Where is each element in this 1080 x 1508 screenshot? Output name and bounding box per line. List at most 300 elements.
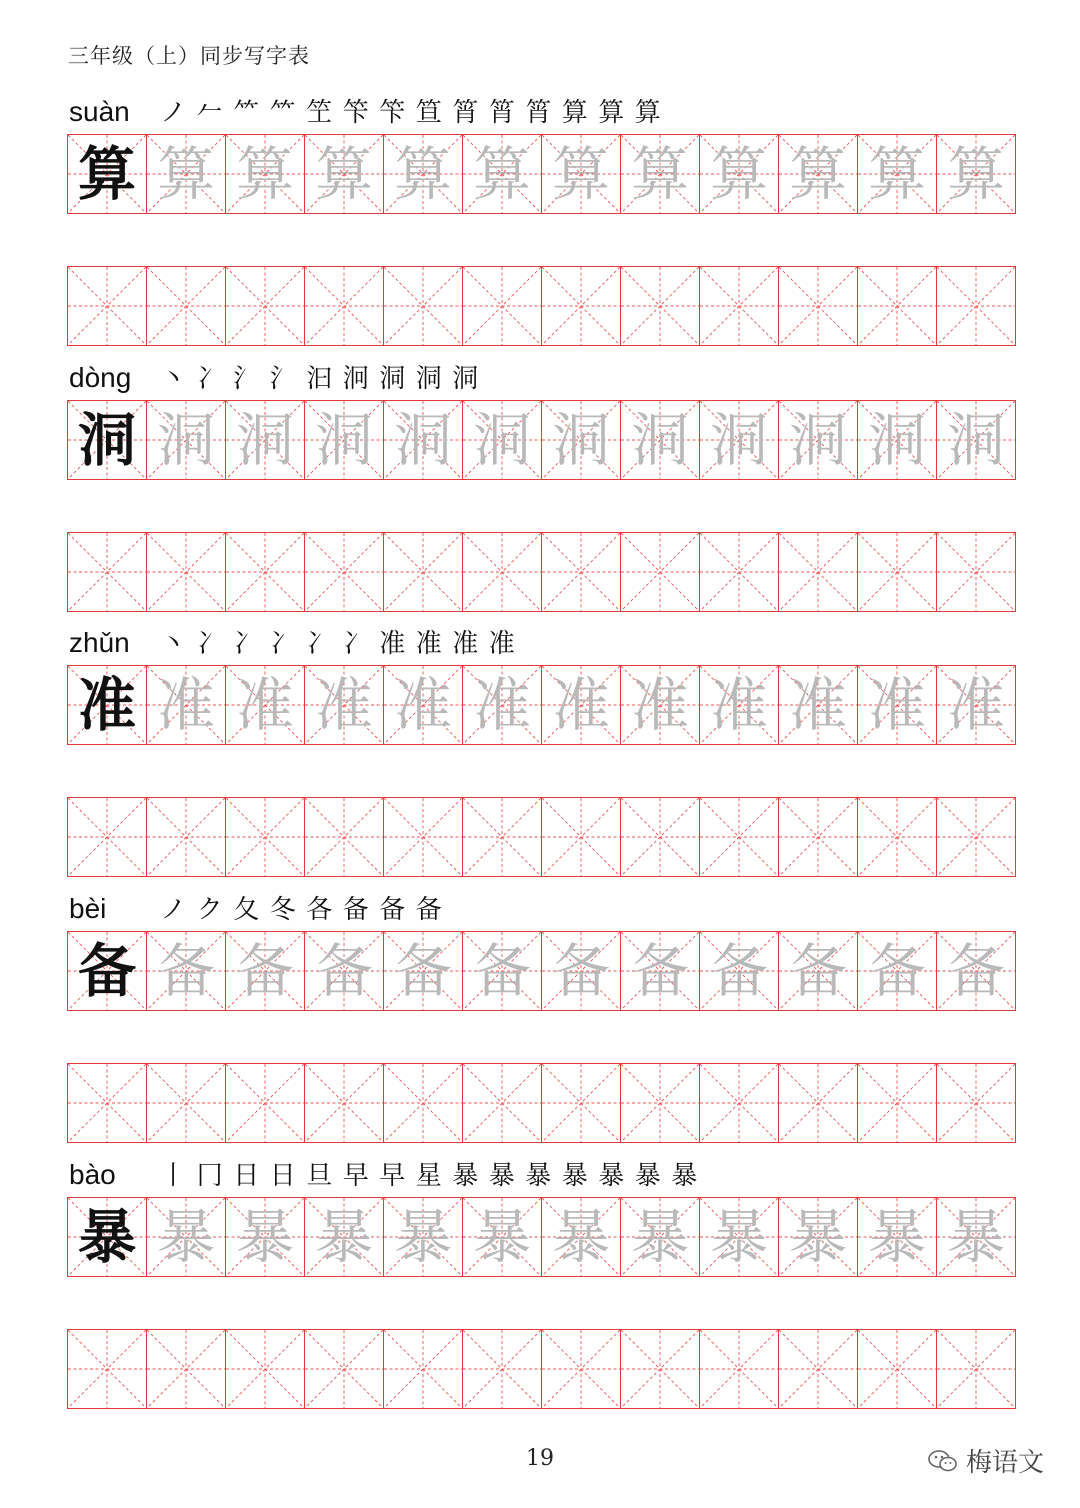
trace-character: 算 [709, 140, 768, 208]
trace-character: 洞 [709, 406, 768, 474]
trace-cell [700, 666, 779, 744]
trace-character: 备 [235, 937, 294, 1005]
trace-character: 算 [472, 140, 531, 208]
stroke-step: 筲 [525, 98, 552, 128]
stroke-step: 暴 [488, 1161, 515, 1191]
mi-grid-guide [858, 533, 936, 611]
practice-row [67, 1063, 1016, 1143]
stroke-step: 筲 [452, 98, 479, 128]
practice-cell[interactable] [542, 1064, 621, 1142]
trace-character: 备 [946, 937, 1005, 1005]
mi-grid-guide [305, 1064, 383, 1142]
trace-character: 洞 [788, 406, 847, 474]
trace-character: 暴 [393, 1203, 452, 1271]
stroke-step: 算 [561, 98, 588, 128]
mi-grid-guide [937, 1330, 1015, 1408]
trace-cell [858, 135, 937, 213]
trace-cell [226, 401, 305, 479]
mi-grid-guide [542, 798, 620, 876]
trace-cell [384, 932, 463, 1010]
mi-grid-guide [621, 533, 699, 611]
mi-grid-guide [147, 798, 225, 876]
practice-cell[interactable] [463, 267, 542, 345]
trace-character: 算 [788, 140, 847, 208]
stroke-order [155, 631, 520, 657]
trace-character: 洞 [393, 406, 452, 474]
trace-character: 准 [314, 671, 373, 739]
trace-character: 备 [393, 937, 452, 1005]
mi-grid-guide [858, 1064, 936, 1142]
trace-cell [937, 135, 1015, 213]
trace-cell [384, 135, 463, 213]
stroke-step: 笁 [306, 98, 333, 128]
stroke-step: 日 [269, 1161, 296, 1191]
mi-grid-guide [68, 1330, 146, 1408]
mi-grid-guide [937, 1064, 1015, 1142]
mi-grid-guide [621, 1330, 699, 1408]
trace-character: 备 [472, 937, 531, 1005]
mi-grid-guide [700, 1064, 778, 1142]
practice-cell[interactable] [463, 1064, 542, 1142]
trace-cell [937, 401, 1015, 479]
practice-cell[interactable] [542, 533, 621, 611]
watermark [928, 1442, 1044, 1479]
mi-grid-guide [305, 267, 383, 345]
trace-character: 算 [235, 140, 294, 208]
trace-cell [226, 135, 305, 213]
trace-character: 备 [867, 937, 926, 1005]
practice-cell[interactable] [858, 533, 937, 611]
practice-cell[interactable] [147, 1330, 226, 1408]
tracing-row [67, 134, 1016, 214]
stroke-step: 各 [306, 895, 333, 925]
trace-cell [463, 401, 542, 479]
pinyin-line [67, 86, 1016, 134]
trace-character: 准 [946, 671, 1005, 739]
practice-cell[interactable] [779, 1064, 858, 1142]
practice-cell[interactable] [621, 267, 700, 345]
mi-grid-guide [305, 798, 383, 876]
mi-grid-guide [305, 533, 383, 611]
model-character: 算 [77, 140, 136, 208]
stroke-order [155, 366, 484, 392]
practice-cell[interactable] [68, 533, 147, 611]
practice-cell[interactable] [384, 798, 463, 876]
trace-character: 准 [630, 671, 689, 739]
trace-character: 洞 [314, 406, 373, 474]
trace-character: 暴 [314, 1203, 373, 1271]
practice-cell[interactable] [463, 533, 542, 611]
mi-grid-guide [858, 1330, 936, 1408]
trace-cell [384, 1198, 463, 1276]
trace-character: 洞 [867, 406, 926, 474]
trace-cell [858, 401, 937, 479]
practice-cell[interactable] [226, 1064, 305, 1142]
trace-character: 算 [946, 140, 1005, 208]
stroke-order [155, 1163, 703, 1189]
stroke-step: 准 [452, 629, 479, 659]
trace-character: 洞 [472, 406, 531, 474]
stroke-step: 丨 [160, 1161, 187, 1191]
practice-cell[interactable] [858, 1330, 937, 1408]
mi-grid-guide [68, 1064, 146, 1142]
stroke-step: ⺮ [269, 98, 296, 128]
trace-cell [463, 666, 542, 744]
practice-cell[interactable] [700, 798, 779, 876]
trace-cell [621, 401, 700, 479]
trace-cell [779, 401, 858, 479]
practice-cell[interactable] [700, 1064, 779, 1142]
practice-cell[interactable] [305, 267, 384, 345]
trace-character: 算 [314, 140, 373, 208]
practice-cell[interactable] [226, 1330, 305, 1408]
trace-character: 暴 [946, 1203, 1005, 1271]
stroke-step: 备 [342, 895, 369, 925]
watermark-label: 梅语文 [965, 1448, 1044, 1478]
trace-character: 洞 [946, 406, 1005, 474]
pinyin-line [67, 352, 1016, 400]
stroke-order [155, 100, 666, 126]
trace-cell [700, 135, 779, 213]
mi-grid-guide [700, 267, 778, 345]
stroke-step: 笪 [415, 98, 442, 128]
mi-grid-guide [147, 1064, 225, 1142]
trace-cell [779, 1198, 858, 1276]
practice-cell[interactable] [147, 267, 226, 345]
trace-cell [305, 135, 384, 213]
practice-cell[interactable] [779, 267, 858, 345]
trace-cell [937, 666, 1015, 744]
trace-cell [147, 932, 226, 1010]
stroke-step: 冫 [233, 629, 260, 659]
mi-grid-guide [779, 533, 857, 611]
trace-character: 暴 [156, 1203, 215, 1271]
character-section [67, 617, 1016, 877]
mi-grid-guide [384, 1064, 462, 1142]
trace-character: 算 [630, 140, 689, 208]
model-cell [68, 666, 147, 744]
practice-row [67, 797, 1016, 877]
trace-cell [779, 666, 858, 744]
practice-cell[interactable] [68, 267, 147, 345]
practice-cell[interactable] [621, 1330, 700, 1408]
trace-character: 准 [235, 671, 294, 739]
trace-cell [779, 932, 858, 1010]
mi-grid-guide [463, 1330, 541, 1408]
trace-cell [542, 1198, 621, 1276]
stroke-step: 冫 [196, 364, 223, 394]
stroke-step: 氵 [269, 364, 296, 394]
stroke-step: 笇 [342, 98, 369, 128]
stroke-step: 丶 [160, 629, 187, 659]
practice-row [67, 532, 1016, 612]
practice-cell[interactable] [937, 1330, 1015, 1408]
trace-character: 算 [156, 140, 215, 208]
practice-cell[interactable] [147, 1064, 226, 1142]
stroke-step: 冬 [269, 895, 296, 925]
mi-grid-guide [384, 1330, 462, 1408]
practice-cell[interactable] [542, 1330, 621, 1408]
mi-grid-guide [779, 1064, 857, 1142]
pinyin: bào [69, 1159, 116, 1190]
stroke-step: 准 [488, 629, 515, 659]
model-cell [68, 401, 147, 479]
stroke-step: 泂 [342, 364, 369, 394]
trace-cell [384, 401, 463, 479]
trace-character: 准 [551, 671, 610, 739]
trace-cell [621, 932, 700, 1010]
character-section [67, 1149, 1016, 1409]
mi-grid-guide [779, 1330, 857, 1408]
stroke-step: 暴 [525, 1161, 552, 1191]
practice-cell[interactable] [305, 1064, 384, 1142]
pinyin: suàn [69, 96, 130, 127]
trace-cell [779, 135, 858, 213]
trace-cell [542, 401, 621, 479]
mi-grid-guide [542, 533, 620, 611]
stroke-step: 暴 [598, 1161, 625, 1191]
trace-character: 准 [788, 671, 847, 739]
mi-grid-guide [542, 267, 620, 345]
stroke-step: 𠂉 [196, 98, 223, 128]
stroke-step: 洞 [379, 364, 406, 394]
practice-cell[interactable] [305, 1330, 384, 1408]
trace-character: 备 [788, 937, 847, 1005]
mi-grid-guide [226, 1330, 304, 1408]
practice-cell[interactable] [226, 533, 305, 611]
mi-grid-guide [463, 533, 541, 611]
stroke-step: 氵 [233, 364, 260, 394]
pinyin: dòng [69, 362, 132, 393]
trace-cell [305, 401, 384, 479]
character-section [67, 883, 1016, 1143]
mi-grid-guide [68, 267, 146, 345]
model-character: 洞 [77, 406, 136, 474]
trace-cell [858, 1198, 937, 1276]
stroke-step: 丶 [160, 364, 187, 394]
trace-character: 暴 [867, 1203, 926, 1271]
trace-character: 备 [314, 937, 373, 1005]
practice-cell[interactable] [621, 1064, 700, 1142]
practice-row [67, 266, 1016, 346]
practice-cell[interactable] [305, 798, 384, 876]
stroke-step: 笇 [379, 98, 406, 128]
character-section [67, 352, 1016, 612]
practice-cell[interactable] [147, 798, 226, 876]
practice-cell[interactable] [542, 798, 621, 876]
practice-cell[interactable] [858, 798, 937, 876]
mi-grid-guide [621, 1064, 699, 1142]
stroke-step: 冫 [196, 629, 223, 659]
trace-cell [147, 401, 226, 479]
trace-cell [858, 666, 937, 744]
mi-grid-guide [542, 1330, 620, 1408]
practice-cell[interactable] [463, 798, 542, 876]
mi-grid-guide [68, 798, 146, 876]
practice-cell[interactable] [226, 798, 305, 876]
practice-cell[interactable] [937, 533, 1015, 611]
stroke-step: 洞 [452, 364, 479, 394]
mi-grid-guide [384, 533, 462, 611]
trace-character: 暴 [788, 1203, 847, 1271]
trace-cell [621, 1198, 700, 1276]
practice-cell[interactable] [305, 533, 384, 611]
tracing-row [67, 931, 1016, 1011]
stroke-step: ノ [160, 895, 187, 925]
trace-character: 算 [551, 140, 610, 208]
stroke-step: 日 [233, 1161, 260, 1191]
stroke-step: 算 [634, 98, 661, 128]
page-number: 19 [526, 1446, 554, 1471]
pinyin: bèi [69, 893, 107, 924]
trace-cell [463, 135, 542, 213]
mi-grid-guide [305, 1330, 383, 1408]
trace-character: 暴 [551, 1203, 610, 1271]
pinyin: zhǔn [69, 627, 130, 658]
practice-cell[interactable] [700, 1330, 779, 1408]
stroke-step: 冫 [269, 629, 296, 659]
stroke-order [155, 897, 447, 923]
trace-cell [700, 932, 779, 1010]
practice-cell[interactable] [779, 1330, 858, 1408]
mi-grid-guide [226, 267, 304, 345]
stroke-step: 洞 [415, 364, 442, 394]
mi-grid-guide [147, 1330, 225, 1408]
trace-character: 备 [551, 937, 610, 1005]
model-cell [68, 932, 147, 1010]
stroke-step: 早 [379, 1161, 406, 1191]
trace-character: 备 [709, 937, 768, 1005]
practice-cell[interactable] [700, 267, 779, 345]
stroke-step: 暴 [561, 1161, 588, 1191]
trace-cell [305, 932, 384, 1010]
practice-cell[interactable] [542, 267, 621, 345]
practice-cell[interactable] [147, 533, 226, 611]
wechat-icon [928, 1449, 958, 1473]
practice-cell[interactable] [68, 1330, 147, 1408]
trace-character: 算 [867, 140, 926, 208]
trace-cell [305, 666, 384, 744]
trace-cell [858, 932, 937, 1010]
stroke-step: 备 [379, 895, 406, 925]
practice-cell[interactable] [463, 1330, 542, 1408]
mi-grid-guide [779, 798, 857, 876]
practice-cell[interactable] [68, 798, 147, 876]
practice-cell[interactable] [384, 1064, 463, 1142]
stroke-step: 夂 [233, 895, 260, 925]
mi-grid-guide [858, 798, 936, 876]
model-character: 暴 [77, 1203, 136, 1271]
stroke-step: 星 [415, 1161, 442, 1191]
trace-cell [226, 666, 305, 744]
trace-cell [226, 1198, 305, 1276]
stroke-step: ノ [160, 98, 187, 128]
stroke-step: 算 [598, 98, 625, 128]
trace-character: 洞 [630, 406, 689, 474]
practice-cell[interactable] [384, 267, 463, 345]
practice-cell[interactable] [621, 798, 700, 876]
practice-cell[interactable] [779, 798, 858, 876]
trace-character: 准 [709, 671, 768, 739]
practice-row [67, 1329, 1016, 1409]
trace-cell [147, 135, 226, 213]
trace-cell [147, 666, 226, 744]
model-character: 备 [77, 937, 136, 1005]
practice-cell[interactable] [700, 533, 779, 611]
trace-cell [463, 932, 542, 1010]
trace-character: 洞 [156, 406, 215, 474]
trace-cell [305, 1198, 384, 1276]
trace-character: 准 [393, 671, 452, 739]
mi-grid-guide [937, 267, 1015, 345]
mi-grid-guide [147, 533, 225, 611]
practice-cell[interactable] [779, 533, 858, 611]
stroke-step: 旦 [306, 1161, 333, 1191]
mi-grid-guide [779, 267, 857, 345]
stroke-step: ⺮ [233, 98, 260, 128]
stroke-step: 准 [415, 629, 442, 659]
trace-cell [226, 932, 305, 1010]
trace-cell [463, 1198, 542, 1276]
practice-cell[interactable] [621, 533, 700, 611]
practice-cell[interactable] [858, 267, 937, 345]
mi-grid-guide [621, 798, 699, 876]
practice-cell[interactable] [226, 267, 305, 345]
mi-grid-guide [68, 533, 146, 611]
stroke-step: 汩 [306, 364, 333, 394]
model-character: 准 [77, 671, 136, 739]
trace-character: 暴 [709, 1203, 768, 1271]
model-cell [68, 135, 147, 213]
mi-grid-guide [463, 798, 541, 876]
mi-grid-guide [858, 267, 936, 345]
practice-cell[interactable] [384, 1330, 463, 1408]
mi-grid-guide [226, 798, 304, 876]
mi-grid-guide [384, 798, 462, 876]
practice-cell[interactable] [384, 533, 463, 611]
mi-grid-guide [226, 1064, 304, 1142]
trace-cell [621, 135, 700, 213]
trace-cell [384, 666, 463, 744]
stroke-step: 冫 [306, 629, 333, 659]
mi-grid-guide [621, 267, 699, 345]
practice-cell[interactable] [937, 1064, 1015, 1142]
trace-character: 暴 [472, 1203, 531, 1271]
stroke-step: 暴 [671, 1161, 698, 1191]
mi-grid-guide [937, 798, 1015, 876]
practice-cell[interactable] [858, 1064, 937, 1142]
mi-grid-guide [226, 533, 304, 611]
tracing-row [67, 400, 1016, 480]
character-section [67, 86, 1016, 346]
trace-character: 洞 [235, 406, 294, 474]
mi-grid-guide [937, 533, 1015, 611]
stroke-step: 暴 [634, 1161, 661, 1191]
mi-grid-guide [700, 533, 778, 611]
practice-cell[interactable] [68, 1064, 147, 1142]
tracing-row [67, 665, 1016, 745]
trace-cell [937, 932, 1015, 1010]
trace-cell [700, 401, 779, 479]
trace-cell [700, 1198, 779, 1276]
practice-cell[interactable] [937, 267, 1015, 345]
practice-cell[interactable] [937, 798, 1015, 876]
mi-grid-guide [700, 798, 778, 876]
stroke-step: 冂 [196, 1161, 223, 1191]
mi-grid-guide [384, 267, 462, 345]
stroke-step: 冫 [342, 629, 369, 659]
pinyin-line [67, 1149, 1016, 1197]
